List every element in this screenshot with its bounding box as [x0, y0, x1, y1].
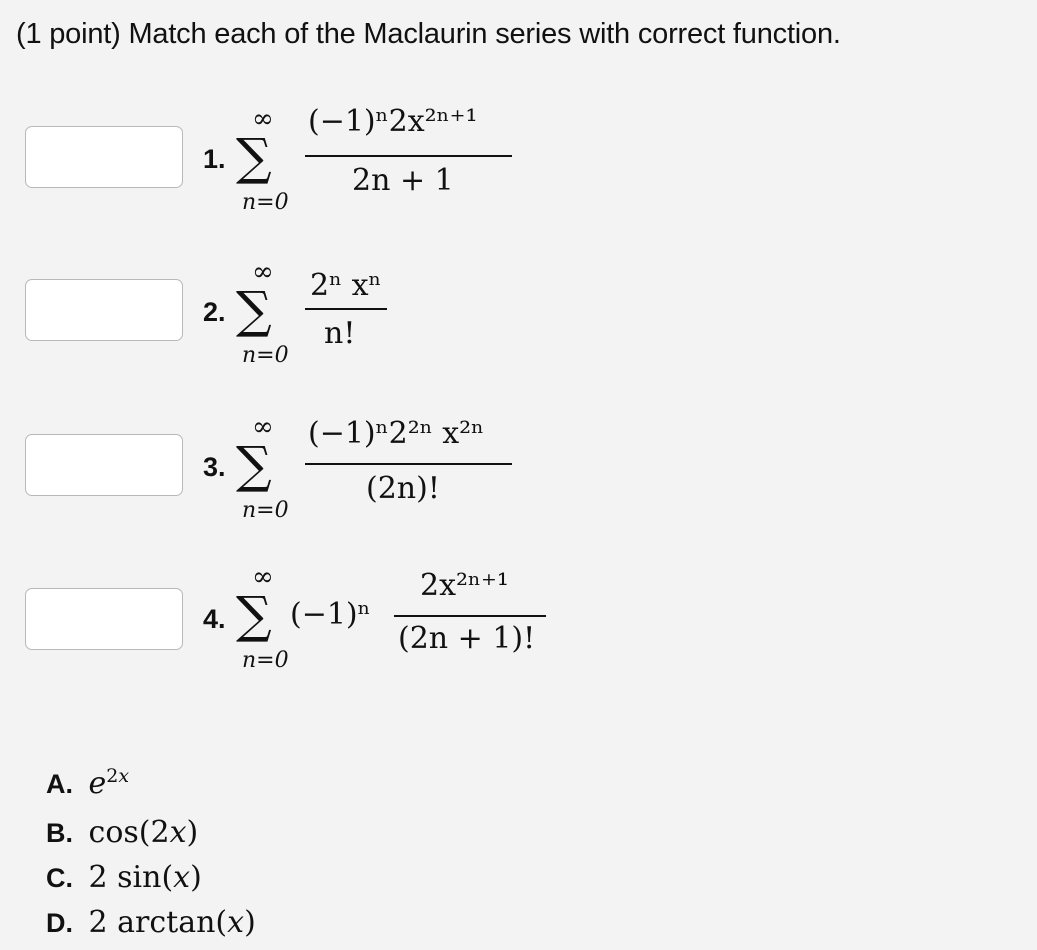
- sigma-symbol: ∑: [236, 128, 272, 186]
- sum-upper-limit: ∞: [252, 104, 274, 134]
- sigma-symbol: ∑: [236, 586, 272, 644]
- series-number-1: 1.: [203, 144, 226, 174]
- series-number-4: 4.: [203, 604, 226, 634]
- numerator: (−1)ⁿ2x²ⁿ⁺¹: [308, 104, 478, 139]
- answer-input-4[interactable]: [25, 588, 183, 650]
- choice-label: B.: [46, 818, 73, 848]
- choice-function: $e^{2x}$: [88, 765, 130, 801]
- sum-lower-limit: n=0: [242, 648, 289, 673]
- answer-input-2[interactable]: [25, 279, 183, 341]
- choice-function: 2 arctan(x): [88, 905, 256, 940]
- answer-input-1[interactable]: [25, 126, 183, 188]
- fraction-bar: [394, 615, 546, 617]
- denominator: n!: [324, 316, 356, 351]
- numerator: (−1)ⁿ2²ⁿ x²ⁿ: [308, 416, 485, 451]
- choice-function: 2 sin(x): [88, 860, 202, 895]
- question-prompt: (1 point) Match each of the Maclaurin series with correct function.: [16, 18, 841, 50]
- denominator: 2n + 1: [352, 163, 454, 198]
- sign-factor: (−1)ⁿ: [290, 597, 371, 632]
- series-number-2: 2.: [203, 297, 226, 327]
- denominator: (2n)!: [366, 471, 440, 506]
- numerator: 2ⁿ xⁿ: [310, 268, 382, 303]
- series-number-3: 3.: [203, 452, 226, 482]
- choice-b: [46, 815, 198, 850]
- sum-lower-limit: n=0: [242, 190, 289, 215]
- sum-upper-limit: ∞: [252, 562, 274, 592]
- fraction-bar: [305, 463, 512, 465]
- sum-lower-limit: n=0: [242, 343, 289, 368]
- choice-a: [46, 765, 129, 801]
- sum-upper-limit: ∞: [252, 412, 274, 442]
- choice-d: [46, 905, 256, 940]
- sum-upper-limit: ∞: [252, 257, 274, 287]
- choice-function: cos(2x): [88, 815, 199, 850]
- choice-label: A.: [46, 769, 73, 799]
- fraction-bar: [305, 155, 512, 157]
- sigma-symbol: ∑: [236, 281, 272, 339]
- fraction-bar: [305, 308, 387, 310]
- sum-lower-limit: n=0: [242, 498, 289, 523]
- sigma-symbol: ∑: [236, 436, 272, 494]
- choice-label: D.: [46, 908, 73, 938]
- choice-label: C.: [46, 863, 73, 893]
- choice-c: [46, 860, 202, 895]
- denominator: (2n + 1)!: [398, 621, 536, 656]
- numerator: 2x²ⁿ⁺¹: [420, 568, 509, 603]
- answer-input-3[interactable]: [25, 434, 183, 496]
